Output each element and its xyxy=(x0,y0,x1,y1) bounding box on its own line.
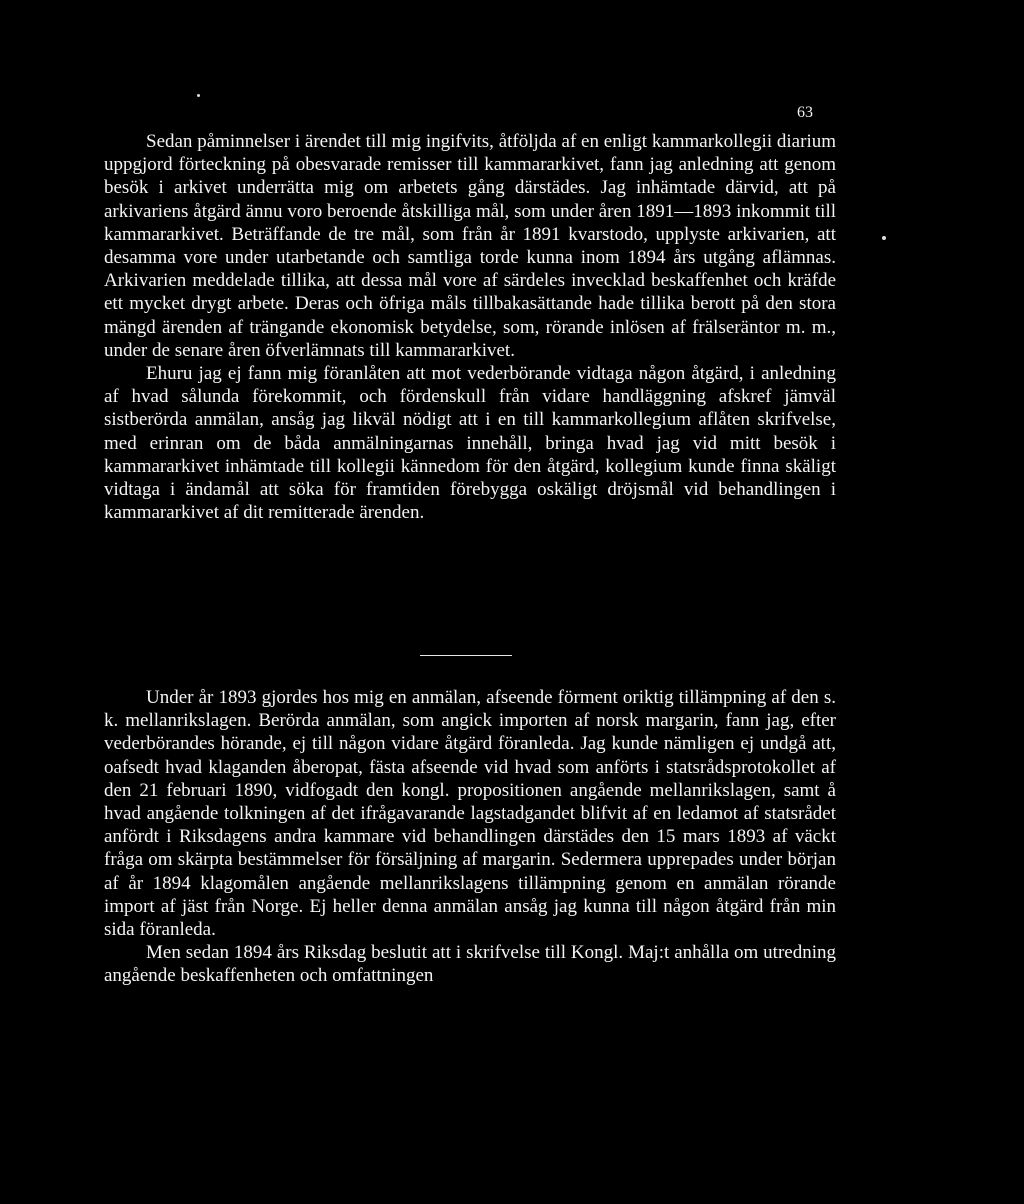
paragraph: Under år 1893 gjordes hos mig en anmälan, afseende förment oriktig tillämpning af den s. k. mellanrikslagen. Berörda anmälan, som angick importen af norsk margarin, fann jag, efter vederbörandes hörande, ej till någon vidare åtgärd föranleda. Jag kunde nämligen ej undgå att, oafsedt hvad klaganden åberopat, fästa afseende vid hvad som anförts i statsrådsprotokollet af den 21 februari 1890, vidfogadt den kongl. propositionen angående mellanrikslagen, samt å hvad angående tolkningen af det ifrågavarande lagstadgandet blifvit af en ledamot af statsrådet anfördt i Riksdagens andra kammare vid behandlingen därstädes den 15 mars 1893 af väckt fråga om skärpta bestämmelser för försäljning af margarin. Sedermera upprepades under början af år 1894 klagomålen angående mellanrikslagens tillämpning genom en anmälan rörande import af jäst från Norge. Ej heller denna anmälan ansåg jag kunna till någon åtgärd från min sida föranleda. xyxy=(104,687,836,941)
page-number: 63 xyxy=(797,104,813,121)
paragraph: Ehuru jag ej fann mig föranlåten att mot vederbörande vidtaga någon åtgärd, i anledning af hvad sålunda förekommit, och fördenskull från vidare handläggning afskref jämväl sistberörda anmälan, ansåg jag likväl nödigt att i en till kammarkollegium aflåten skrifvelse, med erinran om de båda anmälningarnas innehåll, bringa hvad jag vid mitt besök i kammararkivet inhämtade till kollegii kännedom för den åtgärd, kollegium kunde finna skäligt vidtaga i ändamål att söka för framtiden förebygga oskäligt dröjsmål vid behandlingen i kammararkivet af dit remitterade ärenden. xyxy=(104,363,836,524)
section-divider xyxy=(420,655,512,656)
text-block-second-section xyxy=(104,686,836,988)
paragraph: Men sedan 1894 års Riksdag beslutit att i skrifvelse till Kongl. Maj:t anhålla om utredning angående beskaffenheten och omfattningen xyxy=(104,942,836,987)
ink-speck xyxy=(882,236,886,240)
text-block-first-section xyxy=(104,130,836,524)
ink-speck xyxy=(197,94,200,97)
paragraph: Sedan påminnelser i ärendet till mig ingifvits, åtföljda af en enligt kammarkollegii diarium uppgjord förteckning på obesvarade remisser till kammararkivet, fann jag anledning att genom besök i arkivet underrätta mig om arbetets gång därstädes. Jag inhämtade därvid, att på arkivariens åtgärd ännu voro beroende åtskilliga mål, som under åren 1891—1893 inkommit till kammararkivet. Beträffande de tre mål, som från år 1891 kvarstodo, upplyste arkivarien, att desamma vore under utarbetande och samtliga torde kunna inom 1894 års utgång aflämnas. Arkivarien meddelade tillika, att dessa mål vore af särdeles invecklad beskaffenhet och kräfde ett mycket drygt arbete. Deras och öfriga måls tillbakasättande hade tillika berott på den stora mängd ärenden af trängande ekonomisk betydelse, som, rörande inlösen af frälseräntor m. m., under de senare åren öfverlämnats till kammararkivet. xyxy=(104,131,836,361)
